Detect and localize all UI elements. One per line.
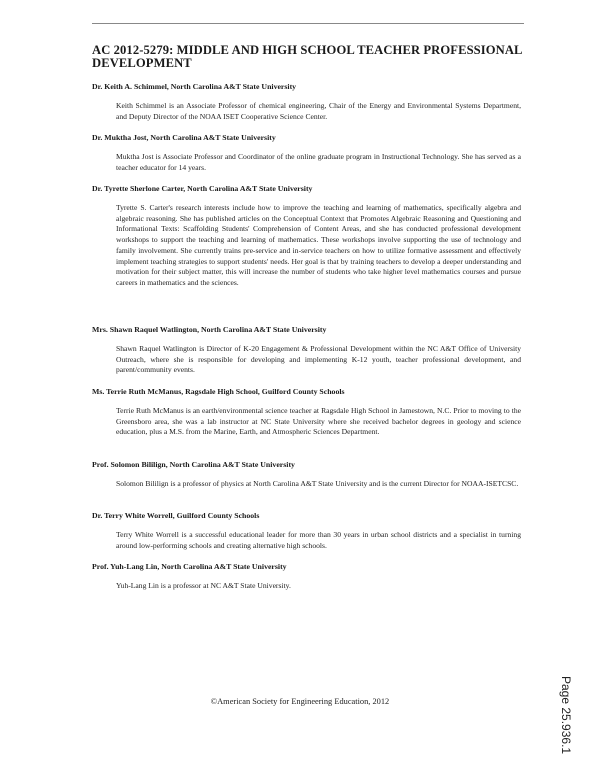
author-bio: Shawn Raquel Watlington is Director of K-20 Engagement & Professional Development within the NC A&T Office of University Outreach, where she is responsible for developing and implementing K-12 youth, teacher professional development, and parent/community events. [116, 344, 521, 375]
author-heading: Dr. Tyrette Sherlone Carter, North Carolina A&T State University [92, 184, 313, 193]
author-section-7 [92, 511, 532, 551]
author-heading: Dr. Keith A. Schimmel, North Carolina A&T State University [92, 82, 297, 91]
author-section-1 [92, 82, 532, 122]
author-bio: Keith Schimmel is an Associate Professor of chemical engineering, Chair of the Energy and Environmental Systems Department, and Deputy Director of the NOAA ISET Cooperative Science Center. [116, 101, 521, 121]
author-heading: Mrs. Shawn Raquel Watlington, North Carolina A&T State University [92, 325, 327, 334]
author-heading: Prof. Solomon Bililign, North Carolina A&T State University [92, 460, 295, 469]
author-bio: Tyrette S. Carter's research interests include how to improve the teaching and learning of mathematics, specifically algebra and algebraic reasoning. She has published articles on the Conceptual Context that Promotes Algebraic Reasoning and Questioning and Informational Texts: Scaffolding Students' Comprehension of Content Areas, and she has conducted professional development workshops to support the teaching and learning of mathematics. These workshops involve supporting the use of technology and family involvement. She currently trains pre-service and in-service teachers on how to utilize formative assessment and effectively implement teaching strategies to support students' needs. Her goal is that by training teachers to develop a deeper understanding and motivation for their subject matter, this will increase the number of students who take higher level mathematics courses and pursue careers in mathematics and the sciences. [116, 203, 521, 287]
author-bio: Yuh-Lang Lin is a professor at NC A&T State University. [116, 581, 291, 590]
author-heading: Prof. Yuh-Lang Lin, North Carolina A&T State University [92, 562, 287, 571]
author-section-5 [92, 387, 532, 438]
author-heading: Dr. Terry White Worrell, Guilford County Schools [92, 511, 260, 520]
author-heading: Ms. Terrie Ruth McManus, Ragsdale High School, Guilford County Schools [92, 387, 345, 396]
author-bio: Solomon Bililign is a professor of physics at North Carolina A&T State University and is the current Director for NOAA-ISETCSC. [116, 479, 519, 488]
author-section-8 [92, 562, 532, 592]
copyright-footer: ©American Society for Engineering Education, 2012 [210, 697, 390, 706]
paper-title: AC 2012-5279: MIDDLE AND HIGH SCHOOL TEACHER PROFESSIONAL DEVELOPMENT [92, 43, 522, 70]
top-rule [92, 23, 524, 24]
author-heading: Dr. Muktha Jost, North Carolina A&T State University [92, 133, 276, 142]
author-bio: Terrie Ruth McManus is an earth/environmental science teacher at Ragsdale High School in Jamestown, N.C. Prior to moving to the Greensboro area, she was a lab instructor at NC State University where she received bachelor degrees in geology and science education, plus a M.S. from the Marine, Earth, and Atmospheric Sciences Department. [116, 406, 521, 437]
author-section-6 [92, 460, 532, 490]
page-number: Page 25.936.1 [559, 676, 573, 755]
author-section-4 [92, 325, 532, 376]
author-section-2 [92, 133, 532, 173]
author-section-3 [92, 184, 532, 289]
author-bio: Muktha Jost is Associate Professor and Coordinator of the online graduate program in Instructional Technology. She has served as a teacher educator for 14 years. [116, 152, 521, 172]
author-bio: Terry White Worrell is a successful educational leader for more than 30 years in urban school districts and a specialist in turning around low-performing schools and creating alternative high schools. [116, 530, 521, 550]
